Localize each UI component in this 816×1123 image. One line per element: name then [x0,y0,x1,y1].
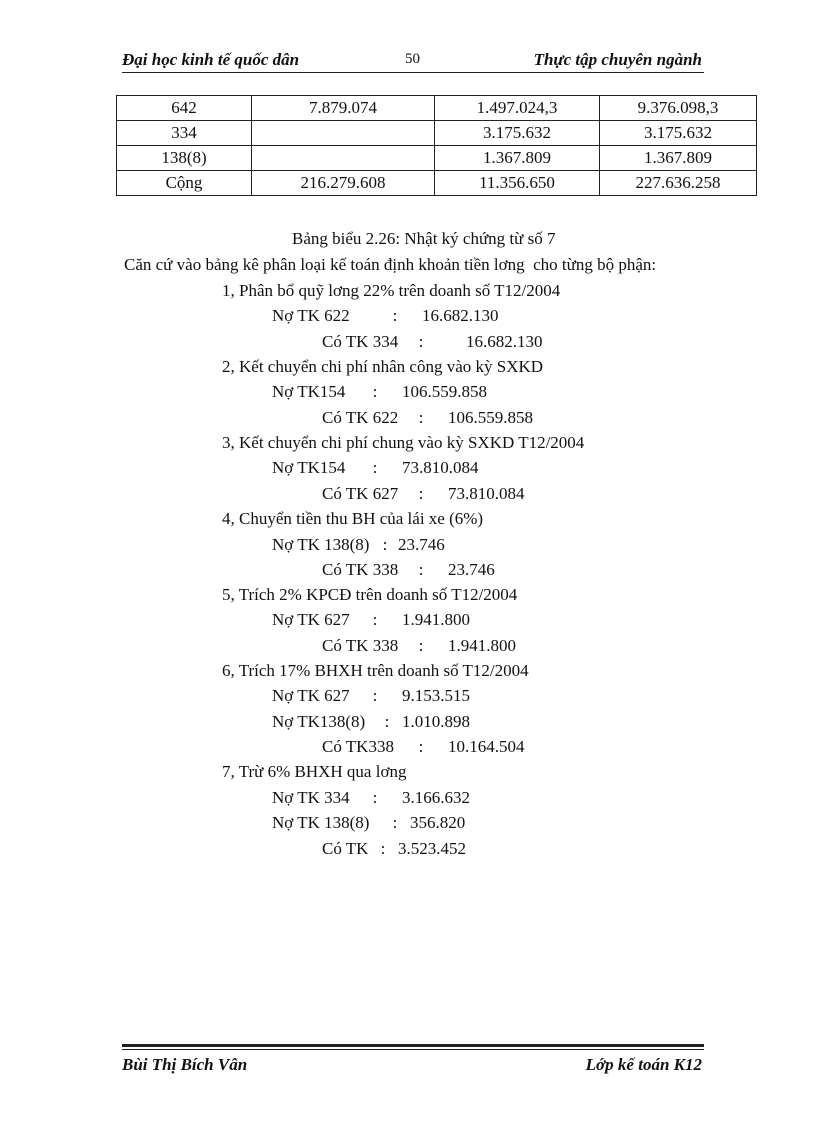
credit-amount: 10.164.504 [448,737,525,756]
table-cell: 1.367.809 [600,146,757,171]
credit-line [322,408,533,428]
debit-account: Nợ TK138(8) [272,712,366,731]
debit-line [272,686,470,706]
debit-account: Nợ TK154 [272,382,346,401]
footer-divider [122,1049,704,1050]
table-row [117,146,757,171]
debit-amount: 73.810.084 [402,458,479,477]
debit-line [272,382,487,402]
separator: : [372,686,378,705]
table-cell: 3.175.632 [600,121,757,146]
entry-heading: 6, Trích 17% BHXH trên doanh số T12/2004 [222,661,529,680]
entry-heading: 7, Trừ 6% BHXH qua lơng [222,762,407,781]
credit-amount: 3.523.452 [398,839,466,858]
intro-paragraph: Căn cứ vào bảng kê phân loại kế toán định khoản tiền lơng cho từng bộ phận: [124,255,657,274]
debit-amount: 106.559.858 [402,382,487,401]
separator: : [372,382,378,401]
table-cell: 227.636.258 [600,171,757,196]
credit-line [322,560,495,580]
credit-amount: 73.810.084 [448,484,525,503]
credit-line [322,484,525,504]
separator: : [418,408,424,427]
debit-line [272,610,470,630]
credit-line [322,332,543,352]
credit-amount: 23.746 [448,560,495,579]
credit-amount: 1.941.800 [448,636,516,655]
footer-author: Bùi Thị Bích Vân [122,1055,248,1074]
separator: : [384,712,390,731]
header-course: Thực tập chuyên ngành [533,50,702,69]
debit-line [272,535,445,555]
table-row [117,96,757,121]
credit-amount: 16.682.130 [466,332,543,351]
debit-account: Nợ TK 622 [272,306,350,325]
debit-line [272,306,499,326]
entry-heading: 2, Kết chuyển chi phí nhân công vào kỳ SXKD [222,357,544,376]
page-number: 50 [405,51,420,67]
header-university: Đại học kinh tế quốc dân [122,50,300,69]
table-cell [252,121,435,146]
table-caption: Bảng biểu 2.26: Nhật ký chứng từ số 7 [292,229,556,248]
table-cell: 3.175.632 [435,121,600,146]
entry-heading: 1, Phân bổ quỹ lơng 22% trên doanh số T12/2004 [222,281,561,300]
table-cell: 1.497.024,3 [435,96,600,121]
debit-amount: 1.941.800 [402,610,470,629]
debit-amount: 9.153.515 [402,686,470,705]
ledger-table [116,95,757,196]
table-cell: 138(8) [117,146,252,171]
entry-heading: 4, Chuyển tiền thu BH của lái xe (6%) [222,509,484,528]
table-row [117,121,757,146]
table-cell: 9.376.098,3 [600,96,757,121]
credit-line [322,839,466,859]
table-cell: 216.279.608 [252,171,435,196]
debit-amount: 356.820 [410,813,466,832]
credit-line [322,737,525,757]
footer-class: Lớp kế toán K12 [585,1055,702,1074]
debit-account: Nợ TK 627 [272,610,350,629]
credit-account: Có TK 627 [322,484,399,503]
table-cell: 334 [117,121,252,146]
debit-amount: 1.010.898 [402,712,470,731]
separator: : [418,636,424,655]
separator: : [372,788,378,807]
entry-heading: 3, Kết chuyển chi phí chung vào kỳ SXKD T12/2004 [222,433,585,452]
separator: : [418,332,424,351]
debit-account: Nợ TK 138(8) [272,813,370,832]
credit-amount: 106.559.858 [448,408,533,427]
debit-line [272,712,470,732]
credit-account: Có TK 338 [322,560,399,579]
separator: : [418,484,424,503]
debit-account: Nợ TK154 [272,458,346,477]
credit-account: Có TK 334 [322,332,399,351]
debit-line [272,788,470,808]
table-cell: 642 [117,96,252,121]
entry-heading: 5, Trích 2% KPCĐ trên doanh số T12/2004 [222,585,518,604]
separator: : [418,737,424,756]
debit-account: Nợ TK 334 [272,788,350,807]
table-cell: 7.879.074 [252,96,435,121]
credit-account: Có TK 338 [322,636,399,655]
separator: : [372,458,378,477]
table-cell [252,146,435,171]
debit-amount: 3.166.632 [402,788,470,807]
credit-account: Có TK [322,839,369,858]
table-cell: 11.356.650 [435,171,600,196]
debit-account: Nợ TK 627 [272,686,350,705]
table-cell: Cộng [117,171,252,196]
credit-account: Có TK 622 [322,408,399,427]
debit-account: Nợ TK 138(8) [272,535,370,554]
separator: : [382,535,388,554]
footer-divider [122,1044,704,1047]
separator: : [418,560,424,579]
page-footer [122,1055,704,1079]
debit-amount: 16.682.130 [422,306,499,325]
separator: : [380,839,386,858]
table-total-row [117,171,757,196]
debit-line [272,458,479,478]
page-header [122,50,704,73]
separator: : [392,306,398,325]
credit-account: Có TK338 [322,737,394,756]
separator: : [392,813,398,832]
credit-line [322,636,516,656]
separator: : [372,610,378,629]
debit-line [272,813,465,833]
debit-amount: 23.746 [398,535,445,554]
table-cell: 1.367.809 [435,146,600,171]
